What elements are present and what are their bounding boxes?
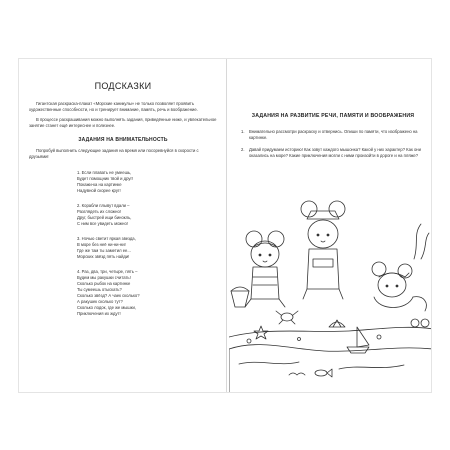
shell xyxy=(329,320,345,327)
poem-3 xyxy=(77,236,217,260)
poem-number: 2. xyxy=(77,203,81,208)
poem-line: Ты сумеешь отыскать? xyxy=(77,287,122,292)
poem-line: Сколько лодок, где же мышки, xyxy=(77,305,136,310)
speech-memory-heading: ЗАДАНИЯ НА РАЗВИТИЕ РЕЧИ, ПАМЯТИ И ВООБРАЖЕНИЯ xyxy=(251,113,415,119)
attention-intro: Попробуй выполнить следующие задания на время или посоревнуйся в скорости с друзьями! xyxy=(29,148,199,159)
shore-line xyxy=(229,327,432,337)
wave-line xyxy=(339,365,404,369)
poem-2 xyxy=(77,203,217,227)
poem-line: Друг, быстрей ищи бинокль, xyxy=(77,215,132,220)
poem-1 xyxy=(77,170,217,194)
poem-line: Будет помощник твой и друг! xyxy=(77,176,134,181)
binoculars xyxy=(411,319,429,327)
poem-line: Сколько рыбок на картинке xyxy=(77,281,131,286)
poem-line: Приключения их ждут! xyxy=(77,311,121,316)
mouse-sailor-left xyxy=(245,231,285,307)
seaweed xyxy=(414,224,429,259)
task-text: Внимательно рассмотри раскраску и отвернись. Опиши по памяти, что изображено на картинке. xyxy=(249,129,418,140)
left-page xyxy=(29,67,217,326)
sea-shape xyxy=(229,345,432,393)
poem-line-text: Ночью светит яркая звезда, xyxy=(81,236,136,241)
poem-line: Где же там ты заметил ее... xyxy=(77,248,131,253)
intro-paragraph-2: В процессе раскрашивания можно выполнять задания, приведённые ниже, и увлекательное занятие станет ещё интереснее и полезнее. xyxy=(29,117,217,128)
page-fold xyxy=(226,59,227,392)
coloring-illustration xyxy=(229,199,432,393)
task-1 xyxy=(241,129,425,141)
poem-list xyxy=(77,170,217,317)
wave-line xyxy=(239,362,299,364)
poem-number: 4. xyxy=(77,269,81,274)
right-page xyxy=(241,67,425,165)
book-spread xyxy=(18,58,432,393)
poem-line: С ним все увидеть можно! xyxy=(77,221,128,226)
task-2 xyxy=(241,147,425,159)
seagull xyxy=(289,373,305,375)
task-number: 1. xyxy=(241,129,245,134)
poem-line: Надувной скорее круг! xyxy=(77,188,121,193)
poem-4 xyxy=(77,269,217,317)
mouse-pirate-right xyxy=(372,262,426,311)
task-text: Давай придумаем историю! Как зовут каждого мышонка? Какой у них характер? Как они оказались на море? Какие приключения могли с ними произойти в дороге и на пляже? xyxy=(249,147,421,158)
pebble xyxy=(298,338,301,341)
mouse-captain xyxy=(301,201,345,299)
poem-line-text: Корабли плывут вдали – xyxy=(81,203,130,208)
crab xyxy=(276,311,298,324)
intro-paragraph-1: Гигантская раскраска-плакат «Морские каникулы» не только позволяет проявить художественные способности, но и тренирует внимание, память, речь и воображение. xyxy=(29,101,198,112)
poem-line: Покажи-ка на картинке xyxy=(77,182,122,187)
bucket xyxy=(231,287,249,307)
poem-line: А ракушек сколько тут? xyxy=(77,299,123,304)
poem-line: В море без неё ни-ни-ни! xyxy=(77,242,126,247)
poem-number: 1. xyxy=(77,170,81,175)
attention-heading: ЗАДАНИЯ НА ВНИМАТЕЛЬНОСТЬ xyxy=(78,137,168,143)
poem-line-text: Если плавать не умеешь, xyxy=(81,170,132,175)
poem-line: Сколько звёзд? А чаек сколько? xyxy=(77,293,140,298)
pebble xyxy=(377,335,381,339)
starfish xyxy=(254,326,268,339)
poem-number: 3. xyxy=(77,236,81,241)
poem-line: Разглядеть их сложно! xyxy=(77,209,121,214)
pebble xyxy=(247,339,251,343)
task-number: 2. xyxy=(241,147,245,152)
poem-line-text: Раз, два, три, четыре, пять – xyxy=(81,269,138,274)
poem-line: Морских звёзд пять найди! xyxy=(77,254,130,259)
page-title: ПОДСКАЗКИ xyxy=(94,81,152,91)
fish xyxy=(315,369,332,377)
poem-line: Будем мы ракушки считать! xyxy=(77,275,131,280)
